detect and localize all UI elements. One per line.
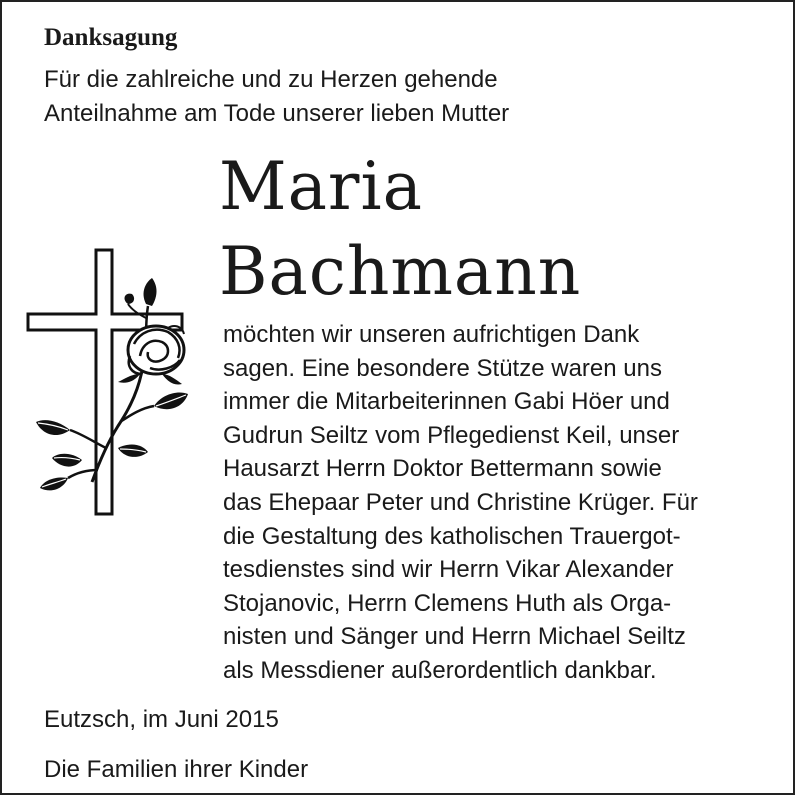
body-line: immer die Mitarbeiterinnen Gabi Höer und — [223, 388, 670, 416]
place-and-date: Eutzsch, im Juni 2015 — [44, 706, 279, 733]
body-line: sagen. Eine besondere Stütze waren uns — [223, 354, 662, 382]
body-text — [223, 318, 698, 688]
intro-line: Anteilnahme am Tode unserer lieben Mutter — [44, 100, 510, 127]
cross-with-rose-icon — [22, 248, 192, 518]
body-line: als Messdiener außerordentlich dankbar. — [223, 656, 657, 684]
deceased-name — [219, 144, 581, 314]
body-line: möchten wir unseren aufrichtigen Dank — [223, 321, 640, 348]
body-line: Stojanovic, Herrn Clemens Huth als Orga- — [223, 589, 672, 617]
first-name: Maria — [219, 148, 423, 225]
body-line: tesdienstes sind wir Herrn Vikar Alexander — [223, 556, 674, 584]
signature-line: Die Familien ihrer Kinder — [44, 756, 309, 783]
body-line: Gudrun Seiltz vom Pflegedienst Keil, unser — [223, 421, 680, 449]
body-line: nisten und Sänger und Herrn Michael Seiltz — [223, 623, 686, 651]
intro-line: Für die zahlreiche und zu Herzen gehende — [44, 66, 498, 93]
intro-text — [44, 63, 509, 131]
body-line: das Ehepaar Peter und Christine Krüger. Für — [223, 488, 698, 516]
body-line: die Gestaltung des katholischen Trauergot- — [223, 522, 681, 550]
body-line: Hausarzt Herrn Doktor Bettermann sowie — [223, 455, 662, 483]
last-name: Bachmann — [219, 233, 582, 310]
notice-heading: Danksagung — [44, 24, 178, 51]
